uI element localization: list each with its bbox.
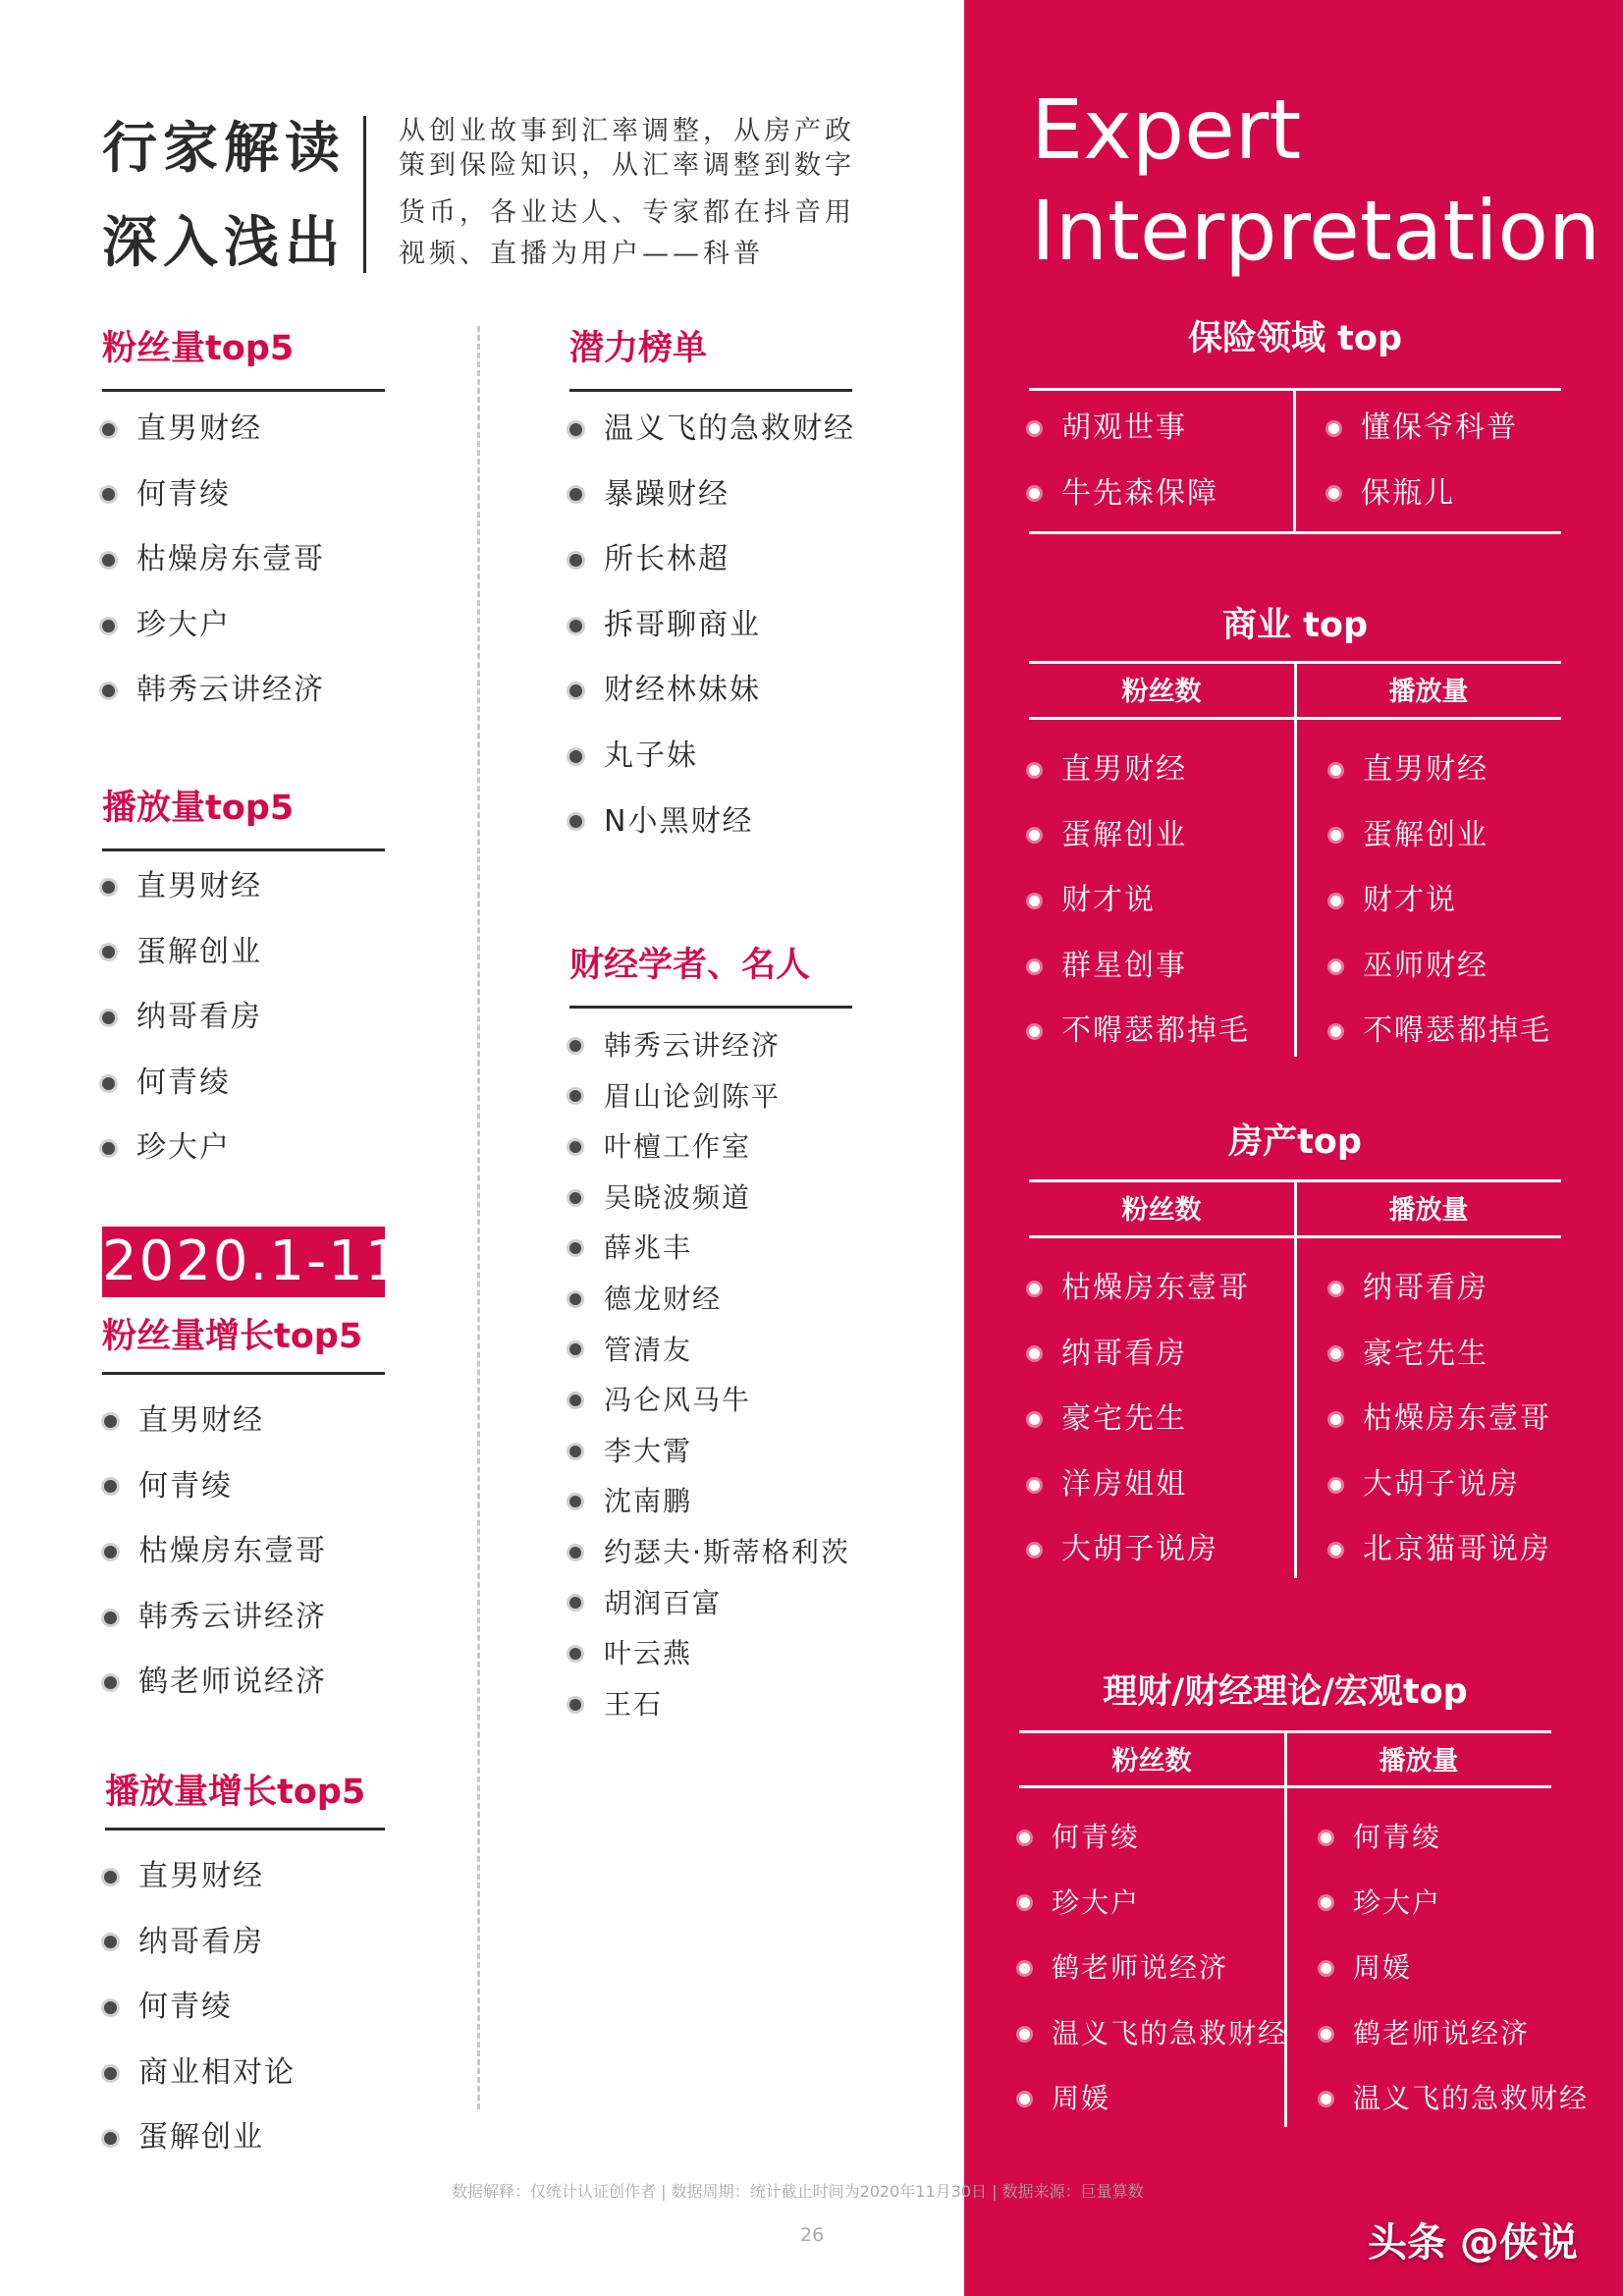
list-item — [104, 1585, 327, 1651]
list-item-label: 纳哥看房 — [1061, 1336, 1187, 1371]
list-item-label: 懂保爷科普 — [1361, 410, 1518, 445]
list-item — [569, 1527, 850, 1578]
list-item-label: 鹤老师说经济 — [138, 1665, 327, 1700]
list-item-label: 暴躁财经 — [604, 476, 730, 512]
list-item — [102, 985, 262, 1051]
section-rule — [1029, 531, 1561, 534]
list-item — [569, 397, 855, 463]
fans-growth-heading: 粉丝量增长top5 — [102, 1317, 363, 1356]
bullet-icon — [104, 1480, 117, 1493]
list-item-label: 沈南鹏 — [604, 1485, 693, 1518]
bullet-icon — [569, 1547, 581, 1558]
list-item — [1029, 738, 1250, 803]
list-item — [569, 790, 855, 855]
expert-title-line-2: Interpretation — [1031, 183, 1601, 279]
plays-growth-heading: 播放量增长top5 — [105, 1773, 366, 1812]
list-item-label: 纳哥看房 — [1363, 1271, 1488, 1305]
potential-list — [569, 397, 855, 854]
list-item-label: 何青绫 — [138, 1990, 233, 2025]
list-item — [569, 1020, 850, 1071]
list-item — [569, 1375, 850, 1426]
bullet-icon — [1019, 1963, 1030, 1974]
list-item-label: 珍大户 — [1052, 1886, 1141, 1919]
list-item — [1029, 1517, 1250, 1583]
list-item — [1330, 934, 1551, 1000]
bullet-icon — [1328, 488, 1339, 499]
list-item — [569, 1223, 850, 1274]
list-item — [1328, 396, 1518, 462]
finance-plays-list — [1321, 1805, 1589, 2132]
page-number: 26 — [800, 2224, 825, 2246]
list-item — [1019, 1871, 1287, 1937]
insurance-left-list — [1029, 396, 1218, 526]
list-item — [102, 1051, 262, 1117]
bullet-icon — [102, 1142, 115, 1155]
list-item-label: 管清友 — [604, 1333, 693, 1366]
list-item-label: 纳哥看房 — [136, 1000, 262, 1035]
list-item — [1321, 1805, 1589, 1871]
list-item — [1029, 396, 1218, 462]
real-estate-plays-list — [1330, 1256, 1551, 1583]
list-item — [1029, 1387, 1250, 1452]
list-item — [1330, 1256, 1551, 1322]
bullet-icon — [104, 2001, 117, 2014]
bullet-icon — [1321, 1963, 1331, 1974]
list-item — [1330, 1517, 1551, 1583]
bullet-icon — [102, 946, 115, 958]
list-item-label: 枯燥房东壹哥 — [1363, 1401, 1551, 1437]
list-item-label: 李大霄 — [604, 1434, 693, 1467]
column-divider — [1294, 1181, 1297, 1578]
bullet-icon — [569, 1090, 581, 1102]
list-item-label: 直男财经 — [136, 411, 262, 446]
list-item — [1029, 999, 1250, 1065]
list-item — [102, 397, 325, 463]
list-item — [102, 854, 262, 920]
bullet-icon — [102, 554, 115, 567]
fans-top5-list — [102, 397, 325, 724]
list-item — [104, 1389, 327, 1454]
plays-top5-heading: 播放量top5 — [102, 789, 295, 828]
list-item-label: 叶檀工作室 — [604, 1130, 752, 1164]
bullet-icon — [569, 1648, 581, 1660]
bullet-icon — [1029, 1414, 1040, 1425]
bullet-icon — [1029, 1026, 1040, 1037]
list-item-label: 蛋解创业 — [136, 934, 262, 969]
list-item-label: 巫师财经 — [1363, 948, 1488, 983]
bullet-icon — [569, 1242, 581, 1254]
list-item — [569, 1071, 850, 1122]
list-item-label: 财才说 — [1363, 883, 1457, 918]
list-item — [569, 1679, 850, 1730]
list-item — [569, 658, 855, 724]
bullet-icon — [1328, 423, 1339, 434]
bullet-icon — [569, 750, 582, 763]
list-item — [102, 1116, 262, 1181]
plays-growth-list — [104, 1844, 296, 2171]
bullet-icon — [1321, 1832, 1331, 1843]
list-item-label: 枯燥房东壹哥 — [1061, 1271, 1250, 1305]
bullet-icon — [1029, 423, 1040, 434]
list-item — [102, 920, 262, 986]
bullet-icon — [1029, 961, 1040, 972]
bullet-icon — [1321, 2029, 1331, 2040]
list-item-label: 不嘚瑟都掉毛 — [1061, 1013, 1250, 1049]
intro-line: 视频、直播为用户——科普 — [399, 239, 764, 269]
bullet-icon — [569, 488, 582, 501]
bullet-icon — [1029, 896, 1040, 906]
fans-top5-heading: 粉丝量top5 — [102, 329, 295, 368]
bullet-icon — [1330, 896, 1341, 906]
list-item-label: 鹤老师说经济 — [1353, 2016, 1531, 2050]
bullet-icon — [102, 684, 115, 697]
list-item-label: 温义飞的急救财经 — [604, 411, 855, 446]
list-item-label: 丸子妹 — [604, 738, 698, 773]
bullet-icon — [1029, 1480, 1040, 1491]
list-item-label: 温义飞的急救财经 — [1353, 2082, 1590, 2115]
list-item — [102, 463, 325, 528]
finance-fans-list — [1019, 1805, 1287, 2132]
page-title-line-1: 行家解读 — [102, 117, 346, 181]
bullet-icon — [569, 1192, 581, 1204]
bullet-icon — [104, 1676, 117, 1689]
list-item — [1019, 2001, 1287, 2067]
list-item-label: 周媛 — [1052, 2082, 1111, 2115]
list-item — [1029, 1452, 1250, 1518]
finance-heading: 理财/财经理论/宏观top — [1103, 1672, 1468, 1712]
bullet-icon — [569, 1141, 581, 1153]
bullet-icon — [1330, 1026, 1341, 1037]
list-item-label: 何青绫 — [138, 1468, 233, 1503]
list-item-label: 鹤老师说经济 — [1052, 1951, 1229, 1985]
list-item-label: 何青绫 — [136, 476, 231, 512]
list-item-label: 珍大户 — [1353, 1886, 1442, 1919]
list-item-label: 温义飞的急救财经 — [1052, 2016, 1288, 2050]
list-item-label: 珍大户 — [136, 1130, 231, 1166]
list-item-label: 豪宅先生 — [1061, 1401, 1187, 1437]
list-item-label: 所长林超 — [604, 542, 730, 577]
list-item — [104, 1519, 327, 1585]
scholars-list — [569, 1020, 850, 1729]
list-item-label: 大胡子说房 — [1363, 1466, 1520, 1502]
section-rule — [569, 1006, 852, 1009]
col-head-fans: 粉丝数 — [1121, 1195, 1202, 1226]
bullet-icon — [1330, 1480, 1341, 1491]
list-item-label: 胡观世事 — [1061, 410, 1187, 445]
list-item-label: 德龙财经 — [604, 1282, 723, 1315]
bullet-icon — [1330, 1348, 1341, 1359]
list-item — [104, 1910, 296, 1976]
list-item-label: 直男财经 — [138, 1859, 264, 1893]
bullet-icon — [102, 881, 115, 894]
list-item — [104, 1454, 327, 1520]
list-item-label: 牛先森保障 — [1061, 475, 1218, 511]
list-item — [102, 658, 325, 724]
bullet-icon — [1029, 488, 1040, 499]
list-item — [1330, 738, 1551, 803]
list-item — [102, 527, 325, 593]
scholars-heading: 财经学者、名人 — [569, 946, 811, 985]
list-item — [1029, 1322, 1250, 1388]
bullet-icon — [1019, 2094, 1030, 2105]
list-item-label: 直男财经 — [138, 1403, 264, 1438]
list-item — [1321, 2001, 1589, 2067]
list-item — [569, 1173, 850, 1224]
list-item — [569, 1426, 850, 1477]
list-item — [569, 724, 855, 790]
bullet-icon — [569, 1597, 581, 1609]
list-item-label: 眉山论剑陈平 — [604, 1079, 782, 1113]
data-source-note: 数据解释：仅统计认证创作者 | 数据周期：统计截止时间为2020年11月30日 | 数据来源：巨量算数 — [452, 2182, 1144, 2201]
col-head-fans: 粉丝数 — [1121, 677, 1202, 707]
list-item — [569, 1325, 850, 1376]
list-item — [1330, 1322, 1551, 1388]
bullet-icon — [1321, 2094, 1331, 2105]
list-item — [1330, 803, 1551, 869]
potential-heading: 潜力榜单 — [569, 329, 708, 368]
list-item-label: 蛋解创业 — [1363, 817, 1488, 852]
col-head-fans: 粉丝数 — [1111, 1746, 1192, 1777]
list-item-label: 北京猫哥说房 — [1363, 1532, 1551, 1567]
list-item-label: 直男财经 — [1061, 752, 1187, 787]
bullet-icon — [104, 1546, 117, 1558]
list-item — [1330, 999, 1551, 1065]
list-item — [1328, 462, 1518, 527]
list-item — [1019, 1805, 1287, 1871]
list-item — [569, 463, 855, 528]
bullet-icon — [569, 1446, 581, 1457]
bullet-icon — [104, 2067, 117, 2080]
list-item-label: 冯仑风马牛 — [604, 1384, 752, 1417]
section-rule — [105, 1828, 385, 1831]
section-rule — [102, 389, 385, 392]
date-badge: 2020.1-11 — [102, 1227, 385, 1297]
header-divider — [363, 116, 366, 273]
bullet-icon — [1029, 765, 1040, 776]
bullet-icon — [104, 1936, 117, 1948]
column-divider — [1294, 663, 1297, 1057]
bullet-icon — [569, 1293, 581, 1305]
list-item-label: 拆哥聊商业 — [604, 607, 761, 642]
bullet-icon — [569, 815, 582, 828]
list-item — [1029, 1256, 1250, 1322]
intro-line: 货币，各业达人、专家都在抖音用 — [399, 197, 855, 228]
list-item — [569, 1628, 850, 1679]
list-item — [104, 2041, 296, 2106]
bullet-icon — [1019, 2029, 1030, 2040]
bullet-icon — [102, 488, 115, 501]
expert-title-line-1: Expert — [1031, 82, 1302, 178]
section-rule — [102, 1372, 385, 1375]
list-item-label: 何青绫 — [136, 1065, 231, 1100]
real-estate-heading: 房产top — [1228, 1122, 1362, 1162]
plays-top5-list — [102, 854, 262, 1181]
list-item-label: 财才说 — [1061, 883, 1156, 918]
bullet-icon — [102, 1077, 115, 1090]
list-item — [569, 593, 855, 659]
bullet-icon — [1019, 1897, 1030, 1908]
watermark: 头条 @侠说 — [1368, 2220, 1578, 2266]
list-item — [1019, 1936, 1287, 2001]
bullet-icon — [1330, 961, 1341, 972]
list-item-label: 直男财经 — [1363, 752, 1488, 787]
bullet-icon — [569, 554, 582, 567]
list-item — [1029, 803, 1250, 869]
list-item — [104, 1650, 327, 1716]
list-item-label: 何青绫 — [1353, 1821, 1442, 1853]
bullet-icon — [1330, 765, 1341, 776]
bullet-icon — [569, 1040, 581, 1052]
col-head-plays: 播放量 — [1379, 1746, 1459, 1777]
list-item-label: 纳哥看房 — [138, 1924, 264, 1959]
list-item-label: 周媛 — [1353, 1951, 1413, 1985]
list-item-label: 约瑟夫·斯蒂格利茨 — [604, 1535, 850, 1568]
list-item — [569, 1476, 850, 1527]
list-item — [104, 2105, 296, 2171]
list-item — [104, 1975, 296, 2041]
list-item-label: 财经林妹妹 — [604, 673, 761, 708]
bullet-icon — [104, 1415, 117, 1428]
list-item-label: 直男财经 — [136, 869, 262, 903]
list-item-label: 保瓶儿 — [1361, 475, 1455, 511]
bullet-icon — [1321, 1897, 1331, 1908]
list-item-label: 蛋解创业 — [138, 2120, 264, 2156]
bullet-icon — [569, 1394, 581, 1406]
list-item-label: 何青绫 — [1052, 1821, 1141, 1853]
bullet-icon — [1029, 1545, 1040, 1556]
list-item-label: 叶云燕 — [604, 1637, 693, 1670]
list-item-label: 韩秀云讲经济 — [136, 673, 325, 708]
bullet-icon — [102, 620, 115, 632]
page-title-line-2: 深入浅出 — [102, 211, 346, 275]
fans-growth-list — [104, 1389, 327, 1716]
list-item-label: 韩秀云讲经济 — [138, 1599, 327, 1634]
bullet-icon — [1330, 1284, 1341, 1294]
list-item — [1029, 462, 1218, 527]
bullet-icon — [1330, 1414, 1341, 1425]
list-item — [569, 1121, 850, 1173]
list-item — [104, 1844, 296, 1910]
bullet-icon — [569, 1699, 581, 1711]
list-item-label: 王石 — [604, 1687, 664, 1721]
list-item — [1330, 868, 1551, 934]
bullet-icon — [1330, 830, 1341, 841]
business-heading: 商业 top — [1221, 606, 1368, 645]
section-rule — [102, 848, 385, 851]
list-item-label: 吴晓波频道 — [604, 1180, 752, 1214]
bullet-icon — [569, 684, 582, 697]
list-item-label: 胡润百富 — [604, 1586, 723, 1619]
list-item-label: 不嘚瑟都掉毛 — [1363, 1013, 1551, 1049]
list-item — [1029, 934, 1250, 1000]
bullet-icon — [102, 423, 115, 436]
bullet-icon — [1330, 1545, 1341, 1556]
intro-line: 策到保险知识，从汇率调整到数字 — [399, 150, 855, 181]
list-item — [1321, 1936, 1589, 2001]
list-item-label: N小黑财经 — [604, 803, 754, 839]
column-divider — [477, 326, 480, 2109]
section-rule — [569, 389, 852, 392]
bullet-icon — [1029, 1348, 1040, 1359]
bullet-icon — [1019, 1832, 1030, 1843]
bullet-icon — [1029, 1284, 1040, 1294]
col-head-plays: 播放量 — [1388, 677, 1469, 707]
intro-line: 从创业故事到汇率调整，从房产政 — [399, 116, 855, 146]
list-item-label: 蛋解创业 — [1061, 817, 1187, 852]
bullet-icon — [1029, 830, 1040, 841]
list-item-label: 韩秀云讲经济 — [604, 1029, 782, 1062]
column-divider — [1293, 390, 1296, 533]
list-item — [102, 593, 325, 659]
list-item — [1330, 1387, 1551, 1452]
list-item-label: 珍大户 — [136, 607, 231, 642]
bullet-icon — [569, 423, 582, 436]
bullet-icon — [569, 620, 582, 632]
list-item — [1321, 1871, 1589, 1937]
insurance-right-list — [1328, 396, 1518, 526]
list-item — [569, 527, 855, 593]
bullet-icon — [104, 1871, 117, 1884]
bullet-icon — [102, 1011, 115, 1024]
business-plays-list — [1330, 738, 1551, 1065]
list-item-label: 豪宅先生 — [1363, 1336, 1488, 1371]
insurance-heading: 保险领域 top — [1187, 319, 1402, 358]
list-item — [1019, 2066, 1287, 2132]
bullet-icon — [104, 2132, 117, 2145]
list-item-label: 薛兆丰 — [604, 1231, 693, 1265]
list-item-label: 大胡子说房 — [1061, 1532, 1218, 1567]
list-item-label: 商业相对论 — [138, 2054, 296, 2090]
bullet-icon — [104, 1612, 117, 1624]
list-item — [1029, 868, 1250, 934]
list-item — [569, 1578, 850, 1629]
real-estate-fans-list — [1029, 1256, 1250, 1583]
list-item — [1321, 2066, 1589, 2132]
business-fans-list — [1029, 738, 1250, 1065]
col-head-plays: 播放量 — [1388, 1195, 1469, 1226]
bullet-icon — [569, 1496, 581, 1507]
list-item-label: 洋房姐姐 — [1061, 1466, 1187, 1502]
list-item-label: 群星创事 — [1061, 948, 1187, 983]
list-item-label: 枯燥房东壹哥 — [138, 1534, 327, 1569]
list-item-label: 枯燥房东壹哥 — [136, 542, 325, 577]
list-item — [1330, 1452, 1551, 1518]
list-item — [569, 1274, 850, 1325]
bullet-icon — [569, 1343, 581, 1355]
